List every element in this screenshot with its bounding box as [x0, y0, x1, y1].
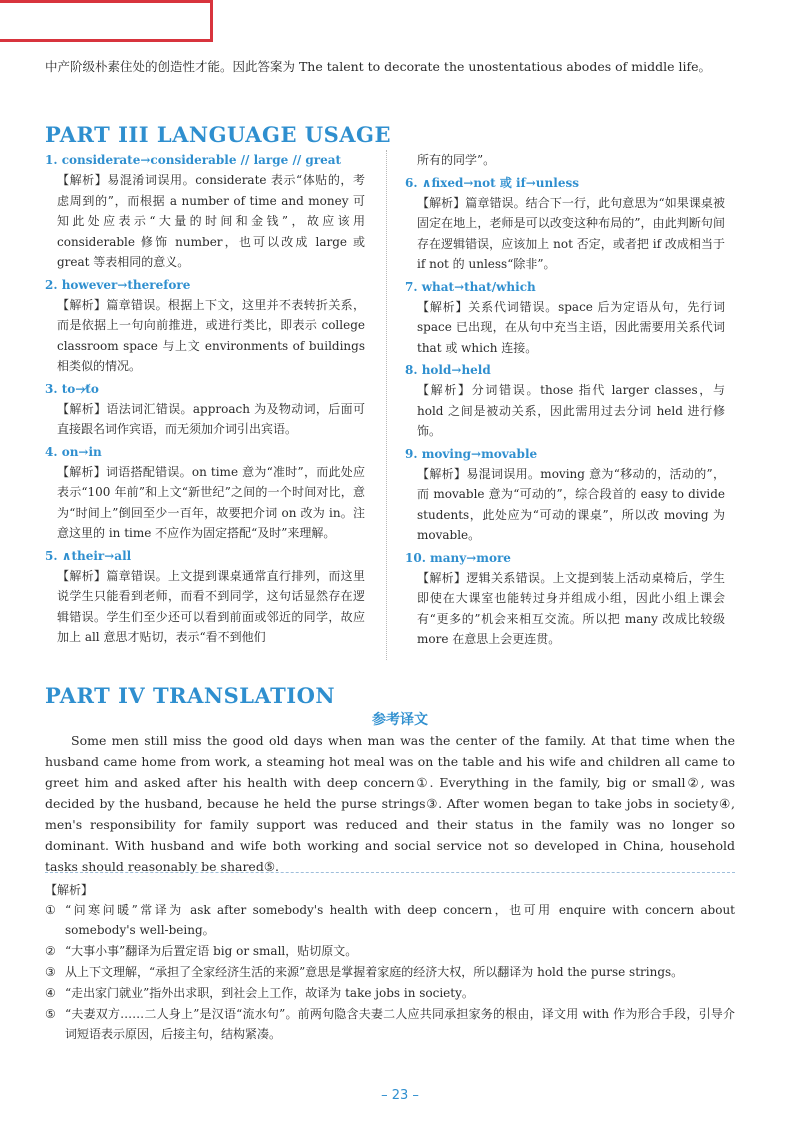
- answer-explanation: 【解析】词语搭配错误。on time 意为“准时”，而此处应表示“100 年前”和上文“新世纪”之间的一个时间对比，意为“时间上”倒回至少一百年，故要把介词 on 改为 in。注意这里的 in time 不应作为固定搭配“及时”来理解。: [57, 464, 365, 540]
- answer-item-6: [405, 173, 725, 275]
- intro-block: [45, 56, 735, 77]
- note-number: ②: [45, 944, 56, 958]
- note-item: [45, 900, 735, 940]
- dashed-divider: [45, 872, 735, 873]
- note-text: “问寒问暖”常译为 ask after somebody's health with deep concern，也可用 enquire with concern about somebody's well-being。: [65, 903, 735, 937]
- answer-explanation: 【解析】语法词汇错误。approach 为及物动词，后面可直接跟名词作宾语，而无须加介词引出宾语。: [57, 401, 365, 436]
- answer-item-10: [405, 548, 725, 650]
- answer-item-1: [45, 150, 365, 273]
- note-item: [45, 941, 735, 961]
- part3-title: PART III LANGUAGE USAGE: [45, 122, 391, 147]
- note-text: “夫妻双方……二人身上”是汉语“流水句”。前两句隐含夫妻二人应共同承担家务的根由，译文用 with 作为形合手段，引导介词短语表示原因，后接主句，结构紧凑。: [65, 1007, 735, 1041]
- red-highlight-box: [0, 0, 213, 42]
- answer-explanation: 【解析】易混淆词误用。considerate 表示“体贴的，考虑周到的”，而根据 a number of time and money 可知此处应表示“大量的时间和金钱”，故应该用 considerable 修饰 number，也可以改成 large 或 great 等表相同的意义。: [57, 173, 365, 269]
- answer-head: 4. on→in: [45, 444, 102, 459]
- reference-translation: Some men still miss the good old days when man was the center of the family. At that time when the husband came home from work, a steaming hot meal was on the table and his wife and children all came to greet him and asked after his health with deep concern①. Everything in the family, big or small②, was decided by the husband, because he held the purse strings③. After women began to take jobs in society④, men's responsibility for family support was reduced and their status in the family was no longer so dominant. With husband and wife both working and social service not so developed in China, household tasks should reasonably be shared⑤.: [45, 733, 735, 874]
- note-number: ④: [45, 986, 56, 1000]
- answer-head: 1. considerate→considerable // large // great: [45, 153, 342, 167]
- answer-item-2: [45, 275, 365, 377]
- part4-title: PART IV TRANSLATION: [45, 683, 336, 708]
- answer-explanation: 【解析】分词错误。those 指代 larger classes，与 hold 之间是被动关系，因此需用过去分词 held 进行修饰。: [417, 383, 725, 438]
- answer-head: 8. hold→held: [405, 363, 491, 377]
- answer-item-5-cont: [405, 150, 725, 171]
- note-item: [45, 983, 735, 1003]
- note-text: 从上下文理解，“承担了全家经济生活的来源”意思是掌握着家庭的经济大权，所以翻译为 hold the purse strings。: [65, 965, 684, 979]
- answer-head: 7. what→that/which: [405, 279, 536, 294]
- answer-explanation: 【解析】篇章错误。结合下一行，此句意思为“如果课桌被固定在地上，老师是可以改变这种布局的”，由此判断句间存在逻辑错误，应该加上 not 否定，或者把 if 改成相当于 if not 的 unless“除非”。: [417, 195, 725, 271]
- note-item: [45, 962, 735, 982]
- answer-item-9: [405, 444, 725, 546]
- answer-head: 9. moving→movable: [405, 446, 538, 461]
- note-number: ③: [45, 965, 56, 979]
- answer-explanation: 【解析】易混词误用。moving 意为“移动的，活动的”，而 movable 意为“可动的”，综合段首的 easy to divide students，此处应为“可动的课桌”，所以改 moving 为 movable。: [417, 466, 725, 542]
- answer-explanation: 【解析】逻辑关系错误。上文提到装上活动桌椅后，学生即使在大课室也能转过身并组成小组，因此小组上课会有“更多的”机会来相互交流。所以把 many 改成比较级 more 在意思上会更连贯。: [417, 570, 725, 646]
- note-number: ⑤: [45, 1007, 56, 1021]
- analysis-block: [45, 880, 735, 1045]
- note-text: “大事小事”翻译为后置定语 big or small，贴切原文。: [65, 944, 358, 958]
- column-divider: [386, 150, 387, 660]
- intro-text: 中产阶级朴素住处的创造性才能。因此答案为 The talent to decorate the unostentatious abodes of middle life。: [45, 59, 711, 74]
- answer-item-4: [45, 442, 365, 544]
- answer-head: 3. to→t̸o: [45, 381, 99, 396]
- analysis-label: 【解析】: [45, 883, 94, 897]
- answer-item-7: [405, 277, 725, 359]
- left-column: [45, 150, 365, 650]
- note-number: ①: [45, 903, 56, 917]
- right-column: [405, 150, 725, 652]
- answer-head: 10. many→more: [405, 550, 511, 565]
- answer-explanation: 【解析】篇章错误。根据上下文，这里并不表转折关系，而是依据上一句向前推进，或进行类比，即表示 college classroom space 与上文 environments of buildings 相类似的情况。: [57, 297, 365, 373]
- note-text: “走出家门就业”指外出求职，到社会上工作，故译为 take jobs in society。: [65, 986, 474, 1000]
- answer-item-3: [45, 379, 365, 440]
- answer-head: 2. however→therefore: [45, 277, 191, 292]
- answer-explanation: 【解析】篇章错误。上文提到课桌通常直行排列，而这里说学生只能看到老师，而看不到同学，这句话显然存在逻辑错误。学生们至少还可以看到前面或邻近的同学，故应加上 all 意思才贴切，表示“看不到他们: [57, 568, 365, 644]
- page-number: – 23 –: [381, 1088, 419, 1103]
- note-item: [45, 1004, 735, 1044]
- reference-translation-title: 参考译文: [372, 712, 428, 728]
- answer-explanation: 【解析】关系代词错误。space 后为定语从句，先行词 space 已出现，在从句中充当主语，因此需要用关系代词 that 或 which 连接。: [417, 299, 725, 355]
- answer-item-5: [45, 546, 365, 648]
- answer-head: 6. ∧fixed→not 或 if→unless: [405, 175, 579, 190]
- answer-head: 5. ∧their→all: [45, 548, 132, 563]
- answer-item-8: [405, 360, 725, 442]
- answer-explanation: 所有的同学”。: [417, 153, 496, 167]
